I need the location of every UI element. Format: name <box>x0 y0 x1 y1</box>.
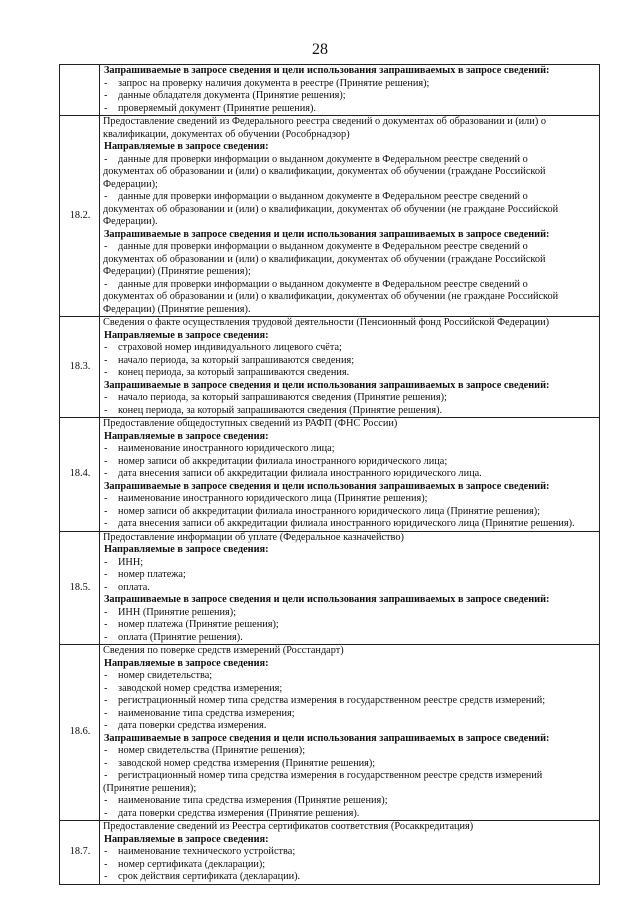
sent-heading: Направляемые в запросе сведения: <box>104 329 269 341</box>
list-item: - наименование типа средства измерения; <box>104 707 295 719</box>
list-dash: - <box>104 404 108 416</box>
list-item: - номер записи об аккредитации филиала иностранного юридического лица; <box>104 455 448 467</box>
list-dash: - <box>104 455 108 467</box>
sent-heading: Направляемые в запросе сведения: <box>104 141 269 152</box>
list-item: - ИНН (Принятие решения); <box>104 606 237 618</box>
list-dash: - <box>104 858 108 870</box>
list-item-cont: документах об образовании и (или) о квалификации, документах об обучении (не граждане Российской <box>103 291 559 302</box>
list-item: - наименование технического устройства; <box>104 846 296 857</box>
list-item: - конец периода, за который запрашиваются сведения. <box>104 367 350 378</box>
requested-heading: Запрашиваемые в запросе сведения и цели использования запрашиваемых в запросе сведений: <box>104 594 550 605</box>
service-title: Предоставление сведений из Реестра сертификатов соответствия (Росаккредитация) <box>103 821 474 832</box>
list-item: - заводской номер средства измерения; <box>104 682 283 694</box>
list-item-cont: документах об образовании и (или) о квалификации, документах об обучении (граждане Российской <box>103 253 546 265</box>
list-dash: - <box>104 606 108 618</box>
row-content <box>100 116 600 317</box>
row-number: 18.6. <box>60 645 100 821</box>
table-row-18-7 <box>60 821 600 885</box>
service-title: Сведения о факте осуществления трудовой деятельности (Пенсионный фонд Российской Федерации) <box>103 317 550 328</box>
list-dash: - <box>104 278 108 290</box>
list-item: - номер платежа (Принятие решения); <box>104 619 279 630</box>
table-row-18-6 <box>60 645 600 821</box>
list-item-cont: документах об образовании и (или) о квалификации, документах об обучении (не граждане Российской <box>103 203 559 215</box>
list-item: - регистрационный номер типа средства измерения в государственном реестре средств измерений <box>104 770 543 781</box>
list-item-cont: Федерации) (Принятие решения); <box>103 266 251 277</box>
list-dash: - <box>104 241 108 252</box>
service-title-cont: квалификации, документах об обучении (Рособрнадзор) <box>103 128 350 140</box>
list-dash: - <box>104 846 108 857</box>
list-dash: - <box>104 795 108 806</box>
list-dash: - <box>104 493 108 504</box>
row-number: 18.7. <box>60 821 100 885</box>
list-item: - данные для проверки информации о выданном документе в Федеральном реестре сведений о <box>104 278 528 290</box>
list-item: - начало периода, за который запрашиваются сведения; <box>104 354 355 366</box>
service-title: Сведения по поверке средств измерений (Росстандарт) <box>103 645 344 656</box>
requested-heading: Запрашиваемые в запросе сведения и цели использования запрашиваемых в запросе сведений: <box>104 65 550 76</box>
requested-heading: Запрашиваемые в запросе сведения и цели использования запрашиваемых в запросе сведений: <box>104 228 550 240</box>
row-content <box>100 65 600 116</box>
list-item: - номер записи об аккредитации филиала иностранного юридического лица (Принятие решения); <box>104 505 541 517</box>
list-item: - дата поверки средства измерения. <box>104 720 267 731</box>
sent-heading: Направляемые в запросе сведения: <box>104 657 269 669</box>
list-item: - номер сертификата (декларации); <box>104 858 266 870</box>
list-dash: - <box>104 871 108 882</box>
list-dash: - <box>104 569 108 580</box>
requested-heading: Запрашиваемые в запросе сведения и цели использования запрашиваемых в запросе сведений: <box>104 480 550 492</box>
list-item-cont: Федерации) (Принятие решения). <box>103 303 251 315</box>
table-row-18-3 <box>60 317 600 418</box>
list-item: - номер свидетельства; <box>104 670 213 681</box>
list-item: - дата внесения записи об аккредитации филиала иностранного юридического лица. <box>104 468 482 479</box>
list-dash: - <box>104 581 108 593</box>
table-row-continuation <box>60 65 600 116</box>
list-dash: - <box>104 153 108 165</box>
requested-heading: Запрашиваемые в запросе сведения и цели использования запрашиваемых в запросе сведений: <box>104 732 550 744</box>
list-item: - заводской номер средства измерения (Принятие решения); <box>104 757 376 769</box>
list-dash: - <box>104 191 108 202</box>
row-number: 18.2. <box>60 116 100 317</box>
list-dash: - <box>104 367 108 378</box>
list-item: - номер свидетельства (Принятие решения); <box>104 745 306 756</box>
list-dash: - <box>104 670 108 681</box>
list-item: - данные обладателя документа (Принятие решения); <box>104 90 346 101</box>
requested-heading: Запрашиваемые в запросе сведения и цели использования запрашиваемых в запросе сведений: <box>104 379 550 391</box>
row-number <box>60 65 100 116</box>
list-dash: - <box>104 102 108 114</box>
list-dash: - <box>104 443 108 454</box>
list-dash: - <box>104 631 108 643</box>
list-item: - наименование типа средства измерения (Принятие решения); <box>104 795 388 806</box>
list-item: - наименование иностранного юридического лица (Принятие решения); <box>104 493 428 504</box>
list-dash: - <box>104 505 108 517</box>
list-item: - дата внесения записи об аккредитации филиала иностранного юридического лица (Принятие решения). <box>104 518 575 529</box>
list-dash: - <box>104 90 108 101</box>
list-item: - проверяемый документ (Принятие решения). <box>104 102 316 114</box>
page-number: 28 <box>312 41 328 58</box>
list-dash: - <box>104 556 108 568</box>
list-item-cont: Федерации). <box>103 216 158 227</box>
list-item: - данные для проверки информации о выданном документе в Федеральном реестре сведений о <box>104 153 528 165</box>
sent-heading: Направляемые в запросе сведения: <box>104 544 269 555</box>
row-content <box>100 531 600 645</box>
row-content <box>100 317 600 418</box>
row-number: 18.5. <box>60 531 100 645</box>
list-item: - данные для проверки информации о выданном документе в Федеральном реестре сведений о <box>104 241 528 252</box>
list-item: - регистрационный номер типа средства измерения в государственном реестре средств измерений; <box>104 695 546 706</box>
list-item: - ИНН; <box>104 556 144 568</box>
list-dash: - <box>104 807 108 819</box>
list-item: - запрос на проверку наличия документа в реестре (Принятие решения); <box>104 77 430 89</box>
list-dash: - <box>104 392 108 403</box>
list-item: - дата поверки средства измерения (Принятие решения). <box>104 807 360 819</box>
row-content <box>100 645 600 821</box>
list-dash: - <box>104 518 108 529</box>
list-dash: - <box>104 468 108 479</box>
row-content <box>100 418 600 532</box>
row-number: 18.3. <box>60 317 100 418</box>
table-row-18-2 <box>60 116 600 317</box>
sent-heading: Направляемые в запросе сведения: <box>104 833 269 845</box>
list-item: - оплата (Принятие решения). <box>104 631 243 643</box>
list-dash: - <box>104 745 108 756</box>
list-item: - номер платежа; <box>104 569 186 580</box>
list-item: - наименование иностранного юридического лица; <box>104 443 335 454</box>
service-title: Предоставление сведений из Федерального реестра сведений о документах об образовании и (или) о <box>103 116 546 127</box>
list-dash: - <box>104 619 108 630</box>
list-item: - данные для проверки информации о выданном документе в Федеральном реестре сведений о <box>104 191 528 202</box>
list-dash: - <box>104 757 108 769</box>
table-row-18-4 <box>60 418 600 532</box>
list-item: - начало периода, за который запрашиваются сведения (Принятие решения); <box>104 392 447 403</box>
list-dash: - <box>104 354 108 366</box>
list-item-cont: Федерации); <box>103 178 158 190</box>
list-item: - срок действия сертификата (декларации). <box>104 871 301 882</box>
service-title: Предоставление общедоступных сведений из РАФП (ФНС России) <box>103 418 398 429</box>
list-dash: - <box>104 695 108 706</box>
list-item: - страховой номер индивидуального лицевого счёта; <box>104 342 342 353</box>
list-item-cont: документах об образовании и (или) о квалификации, документах об обучении (граждане Российской <box>103 166 546 177</box>
table-row-18-5 <box>60 531 600 645</box>
list-dash: - <box>104 707 108 719</box>
list-dash: - <box>104 682 108 694</box>
list-item: - оплата. <box>104 581 150 593</box>
list-dash: - <box>104 770 108 781</box>
list-dash: - <box>104 342 108 353</box>
row-number: 18.4. <box>60 418 100 532</box>
list-dash: - <box>104 77 108 89</box>
row-content <box>100 821 600 885</box>
sent-heading: Направляемые в запросе сведения: <box>104 430 269 442</box>
list-item: - конец периода, за который запрашиваются сведения (Принятие решения). <box>104 404 443 416</box>
service-title: Предоставление информации об уплате (Федеральное казначейство) <box>103 531 404 543</box>
list-dash: - <box>104 720 108 731</box>
services-table <box>59 64 600 885</box>
list-item-cont: (Принятие решения); <box>103 782 197 794</box>
